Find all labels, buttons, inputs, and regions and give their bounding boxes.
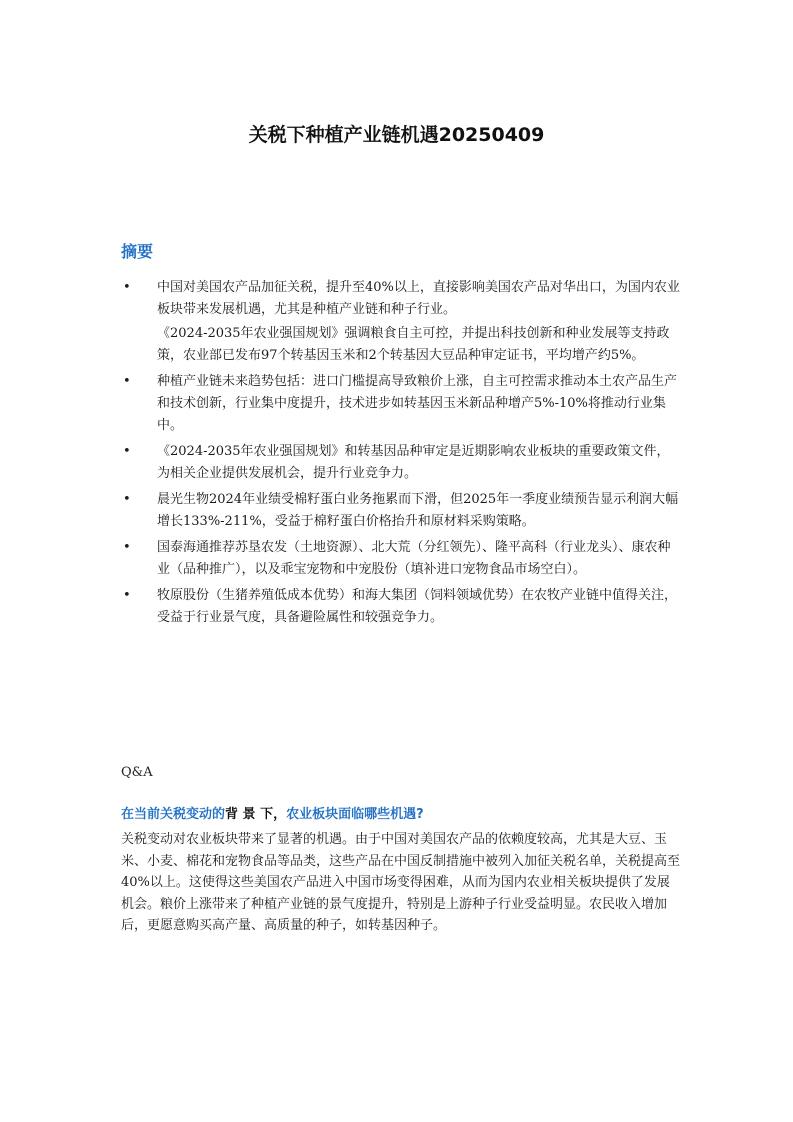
qa-label: Q&A [121, 765, 153, 780]
question-part-1: 在当前关税变动的 [121, 807, 226, 822]
bullet-icon: • [123, 492, 131, 507]
document-title: 关税下种植产业链机遇20250409 [248, 124, 545, 146]
bullet-icon: • [123, 280, 131, 295]
bullet-icon: • [123, 540, 131, 555]
list-item [121, 585, 681, 629]
summary-bullet-list [121, 277, 681, 633]
summary-heading: 摘要 [121, 242, 154, 261]
bullet-icon: • [123, 374, 131, 389]
list-item [121, 489, 681, 533]
list-item [121, 537, 681, 581]
bullet-paragraph: 国泰海通推荐苏垦农发（土地资源）、北大荒（分红领先）、隆平高科（行业龙头）、康农种业（品种推广），以及乖宝宠物和中宠股份（填补进口宠物食品市场空白）。 [157, 540, 671, 577]
qa-question [121, 805, 681, 825]
bullet-paragraph: 晨光生物2024年业绩受棉籽蛋白业务拖累而下滑，但2025年一季度业绩预告显示利润大幅增长133%-211%，受益于棉籽蛋白价格抬升和原材料采购策略。 [157, 492, 679, 529]
list-item [121, 371, 681, 437]
question-part-2: 背 景 下， [225, 807, 287, 822]
bullet-paragraph: 牧原股份（生猪养殖低成本优势）和海大集团（饲料领域优势）在农牧产业链中值得关注，受益于行业景气度，具备避险属性和较强竞争力。 [157, 588, 678, 625]
qa-answer: 关税变动对农业板块带来了显著的机遇。由于中国对美国农产品的依赖度较高，尤其是大豆、玉米、小麦、棉花和宠物食品等品类，这些产品在中国反制措施中被列入加征关税名单，关税提高至40%以上。这使得这些美国农产品进入中国市场变得困难，从而为国内农业相关板块提供了发展机会。粮价上涨带来了种植产业链的景气度提升，特别是上游种子行业受益明显。农民收入增加后，更愿意购买高产量、高质量的种子，如转基因种子。 [121, 832, 681, 933]
bullet-paragraph: 种植产业链未来趋势包括：进口门槛提高导致粮价上涨，自主可控需求推动本土农产品生产和技术创新，行业集中度提升，技术进步如转基因玉米新品种增产5%-10%将推动行业集中。 [157, 374, 678, 433]
bullet-icon: • [123, 588, 131, 603]
bullet-paragraph: 中国对美国农产品加征关税，提升至40%以上，直接影响美国农产品对华出口，为国内农业板块带来发展机遇，尤其是种植产业链和种子行业。 [157, 280, 680, 317]
bullet-icon: • [123, 444, 131, 459]
question-part-3: 农业板块面临哪些机遇? [286, 807, 424, 822]
list-item [121, 441, 681, 485]
bullet-paragraph: 《2024-2035年农业强国规划》和转基因品种审定是近期影响农业板块的重要政策文件，为相关企业提供发展机会，提升行业竞争力。 [157, 444, 670, 481]
bullet-paragraph: 《2024-2035年农业强国规划》强调粮食自主可控，并提出科技创新和种业发展等支持政策，农业部已发布97个转基因玉米和2个转基因大豆品种审定证书，平均增产约5%。 [157, 326, 670, 363]
list-item [121, 277, 681, 367]
